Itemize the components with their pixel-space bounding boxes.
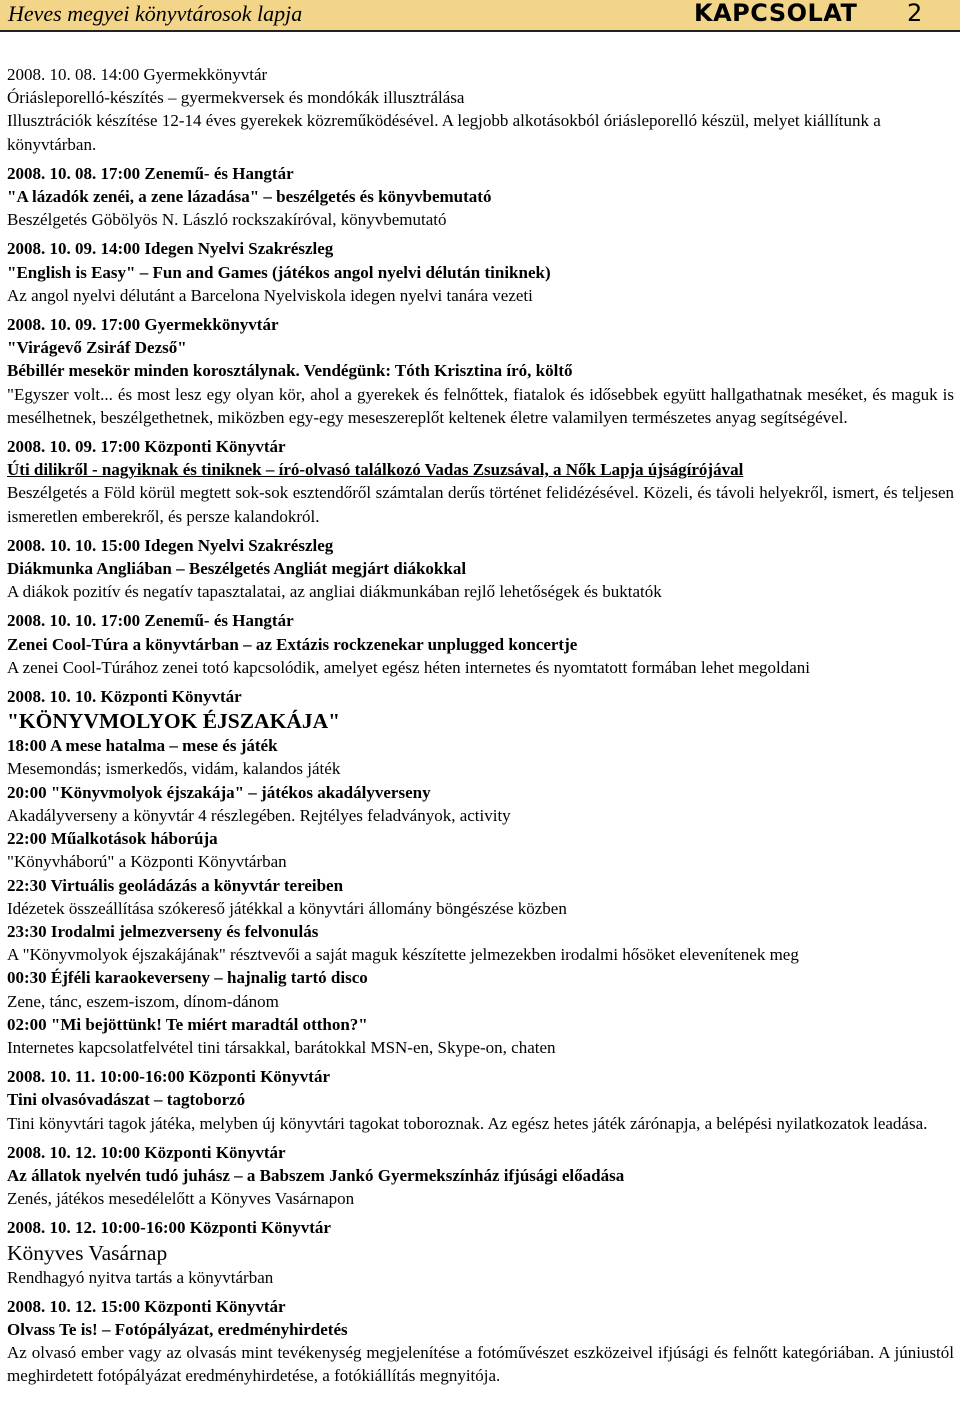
event-description: Illusztrációk készítése 12-14 éves gyerekek közreműködésével. A legjobb alkotásokból óriásleporelló készül, melyet kiállítunk a könyvtárban. [7, 111, 881, 154]
event-description: A zenei Cool-Túrához zenei totó kapcsolódik, amelyet egész héten internetes és nyomtatott formában lehet megoldani [7, 657, 810, 677]
event-date: 2008. 10. 08. 14:00 Gyermekkönyvtár [7, 65, 268, 84]
event-date: 2008. 10. 10. 17:00 Zenemű- és Hangtár [7, 611, 294, 631]
program-item-title: 20:00 "Könyvmolyok éjszakája" – játékos akadályverseny [7, 782, 431, 802]
event-description: Tini könyvtári tagok játéka, melyben új könyvtári tagokat toboroznak. Az egész hetes játék zárónapja, a belépési nyilatkozatok leadása. [7, 1113, 928, 1133]
event-list [7, 63, 954, 1388]
event-title: Tini olvasóvadászat – tagtoborzó [7, 1090, 246, 1110]
event-description: Beszélgetés a Föld körül megtett sok-sok esztendőről számtalan derűs történet felidézésével. Közeli, és távoli helyekről, ismert, és teljesen ismeretlen emberekről, és persze kalandokról. [7, 483, 954, 526]
event-date: 2008. 10. 11. 10:00-16:00 Központi Könyvtár [7, 1067, 330, 1087]
page-number: 2 [907, 0, 923, 27]
program-item-title: 00:30 Éjféli karaokeverseny – hajnalig tartó disco [7, 968, 368, 988]
program-item-description: Zene, tánc, eszem-iszom, dínom-dánom [7, 991, 279, 1011]
program-item-description: Idézetek összeállítása szókereső játékkal a könyvtári állomány böngészése közben [7, 898, 567, 918]
event-date: 2008. 10. 12. 15:00 Központi Könyvtár [7, 1296, 286, 1316]
event-item [7, 1065, 954, 1135]
event-item [7, 1295, 954, 1388]
program-item-title: 18:00 A mese hatalma – mese és játék [7, 736, 278, 756]
event-date: 2008. 10. 10. Központi Könyvtár [7, 687, 242, 707]
event-item [7, 534, 954, 604]
event-title: "A lázadók zenéi, a zene lázadása" – beszélgetés és könyvbemutató [7, 187, 492, 207]
event-item [7, 313, 954, 429]
publication-title: KAPCSOLAT [694, 0, 858, 27]
event-title: Könyves Vasárnap [7, 1240, 168, 1265]
program-item-title: 22:30 Virtuális geoládázás a könyvtár tereiben [7, 875, 344, 895]
night-event [7, 685, 954, 1059]
event-item [7, 63, 954, 156]
event-item [7, 1216, 954, 1288]
event-title: Olvass Te is! – Fotópályázat, eredményhirdetés [7, 1319, 348, 1339]
event-title: Zenei Cool-Túra a könyvtárban – az Extázis rockzenekar unplugged koncertje [7, 634, 578, 654]
event-title: Óriásleporelló-készítés – gyermekversek és mondókák illusztrálása [7, 88, 465, 108]
event-item [7, 435, 954, 528]
program-item-description: Mesemondás; ismerkedős, vidám, kalandos játék [7, 759, 341, 779]
event-description: Zenés, játékos mesedélelőtt a Könyves Vasárnapon [7, 1189, 355, 1209]
event-description: Rendhagyó nyitva tartás a könyvtárban [7, 1267, 274, 1287]
program-item-title: 22:00 Műalkotások háborúja [7, 829, 218, 849]
event-item [7, 1141, 954, 1211]
page-header [0, 0, 960, 32]
event-title: "KÖNYVMOLYOK ÉJSZAKÁJA" [7, 709, 341, 734]
event-date: 2008. 10. 09. 17:00 Központi Könyvtár [7, 437, 286, 457]
event-title: Úti dilikről - nagyiknak és tiniknek – író-olvasó találkozó Vadas Zsuzsával, a Nők Lapja újságírójával [7, 460, 744, 480]
event-title: "Virágevő Zsiráf Dezső" [7, 338, 187, 358]
publication-name: Heves megyei könyvtárosok lapja [8, 1, 303, 26]
event-description: Az angol nyelvi délutánt a Barcelona Nyelviskola idegen nyelvi tanára vezeti [7, 285, 533, 305]
event-item [7, 609, 954, 679]
event-date: 2008. 10. 12. 10:00 Központi Könyvtár [7, 1142, 286, 1162]
event-item [7, 162, 954, 232]
event-subtitle: Bébillér mesekör minden korosztálynak. Vendégünk: Tóth Krisztina író, költő [7, 361, 573, 381]
event-description: Az olvasó ember vagy az olvasás mint tevékenység megjelenítése a fotóművészet eszközeivel ifjúsági és felnőtt kategóriában. A júniustól meghirdetett fotópályázat eredményhirdetése, a fotókiállítás megnyitója. [7, 1343, 954, 1386]
program-item-description: "Könyvháború" a Központi Könyvtárban [7, 852, 287, 872]
event-date: 2008. 10. 09. 17:00 Gyermekkönyvtár [7, 315, 279, 335]
event-date: 2008. 10. 09. 14:00 Idegen Nyelvi Szakrészleg [7, 239, 334, 259]
event-date: 2008. 10. 08. 17:00 Zenemű- és Hangtár [7, 163, 294, 183]
event-date: 2008. 10. 12. 10:00-16:00 Központi Könyvtár [7, 1218, 331, 1238]
event-title: "English is Easy" – Fun and Games (játékos angol nyelvi délután tiniknek) [7, 262, 551, 282]
program-item-title: 23:30 Irodalmi jelmezverseny és felvonulás [7, 921, 319, 941]
event-date: 2008. 10. 10. 15:00 Idegen Nyelvi Szakrészleg [7, 535, 334, 555]
event-title: Diákmunka Angliában – Beszélgetés Angliát megjárt diákokkal [7, 559, 467, 579]
event-description: Beszélgetés Göbölyös N. László rockszakíróval, könyvbemutató [7, 210, 447, 230]
event-item [7, 237, 954, 307]
event-title: Az állatok nyelvén tudó juhász – a Babszem Jankó Gyermekszínház ifjúsági előadása [7, 1165, 625, 1185]
program-item-description: A "Könyvmolyok éjszakájának" résztvevői a saját maguk készítette jelmezekben irodalmi hősöket elevenítenek meg [7, 945, 799, 965]
event-description: "Egyszer volt... és most lesz egy olyan kör, ahol a gyerekek és felnőttek, fiatalok és idősebbek együtt hallgathatnak meséket, és maguk is mesélhetnek, beszélgethetnek, miközben egy-egy meseszereplőt keltenek életre valamilyen természetes anyag segítségével. [7, 384, 954, 427]
program-item-title: 02:00 "Mi bejöttünk! Te miért maradtál otthon?" [7, 1014, 368, 1034]
program-item-description: Akadályverseny a könyvtár 4 részlegében. Rejtélyes feladványok, activity [7, 805, 511, 825]
event-description: A diákok pozitív és negatív tapasztalatai, az angliai diákmunkában rejlő lehetőségek és buktatók [7, 582, 662, 602]
program-item-description: Internetes kapcsolatfelvétel tini társakkal, barátokkal MSN-en, Skype-on, chaten [7, 1037, 556, 1057]
